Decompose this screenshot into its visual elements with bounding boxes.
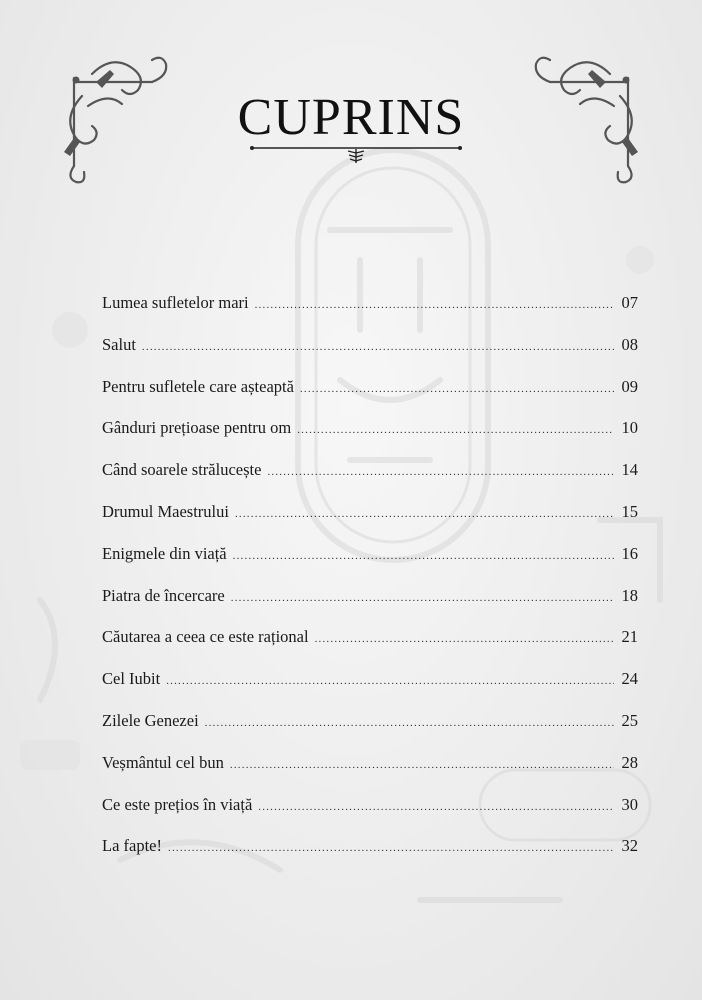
toc-entry-title: Drumul Maestrului [102,501,229,521]
toc-entry-title: Piatra de încercare [102,585,225,605]
toc-entry[interactable] [102,711,638,753]
toc-entry[interactable] [102,502,638,544]
dot-leader [235,508,614,520]
toc-entry[interactable] [102,418,638,460]
toc-entry-title: Zilele Genezei [102,710,199,730]
toc-entry[interactable] [102,753,638,795]
toc-entry[interactable] [102,377,638,419]
toc-entry-page: 10 [621,418,638,438]
dot-leader [166,675,614,687]
toc-entry-title: Când soarele strălucește [102,460,262,480]
toc-entry-title: Salut [102,334,136,354]
toc-entry-title: Căutarea a ceea ce este rațional [102,627,309,647]
toc-entry[interactable] [102,795,638,837]
toc-entry-title: Pentru sufletele care așteaptă [102,376,294,396]
toc-entry-page: 07 [621,293,638,312]
toc-entry-title: Gânduri prețioase pentru om [102,418,292,438]
toc-entry-page: 09 [621,376,638,396]
toc-entry[interactable] [102,293,638,335]
page-title: CUPRINS [237,89,465,146]
dot-leader [231,592,614,604]
toc-entry-page: 30 [621,794,638,814]
fleuron-rule-icon [250,143,462,165]
toc-entry[interactable] [102,627,638,669]
dot-leader [168,842,614,854]
toc-entry-title: Veșmântul cel bun [102,752,224,772]
dot-leader [230,759,614,771]
toc-entry-page: 32 [621,836,638,856]
dot-leader [205,717,614,729]
toc-entry-page: 18 [621,585,638,605]
toc-entry-title: Ce este prețios în viață [102,794,253,814]
dot-leader [233,550,614,562]
toc-entry-page: 16 [621,543,638,563]
toc-entry[interactable] [102,460,638,502]
toc-entry-page: 14 [621,460,638,480]
dot-leader [297,424,614,436]
toc-entry-page: 24 [621,669,638,689]
toc-entry-title: Enigmele din viață [102,543,227,563]
toc-entry-page: 25 [621,710,638,730]
dot-leader [315,633,614,645]
dot-leader [300,383,614,395]
toc-entry[interactable] [102,836,638,878]
toc-entry-page: 21 [621,627,638,647]
dot-leader [258,801,614,813]
table-of-contents [102,293,638,878]
toc-entry-page: 28 [621,752,638,772]
toc-entry-title: Lumea sufletelor mari [102,293,249,312]
dot-leader [267,466,614,478]
dot-leader [142,341,614,353]
toc-entry[interactable] [102,586,638,628]
toc-entry-title: Cel Iubit [102,669,161,689]
dot-leader [255,299,614,311]
toc-entry[interactable] [102,669,638,711]
toc-entry-page: 08 [621,334,638,354]
toc-entry[interactable] [102,335,638,377]
toc-entry-title: La fapte! [102,836,162,856]
toc-entry[interactable] [102,544,638,586]
toc-entry-page: 15 [621,501,638,521]
